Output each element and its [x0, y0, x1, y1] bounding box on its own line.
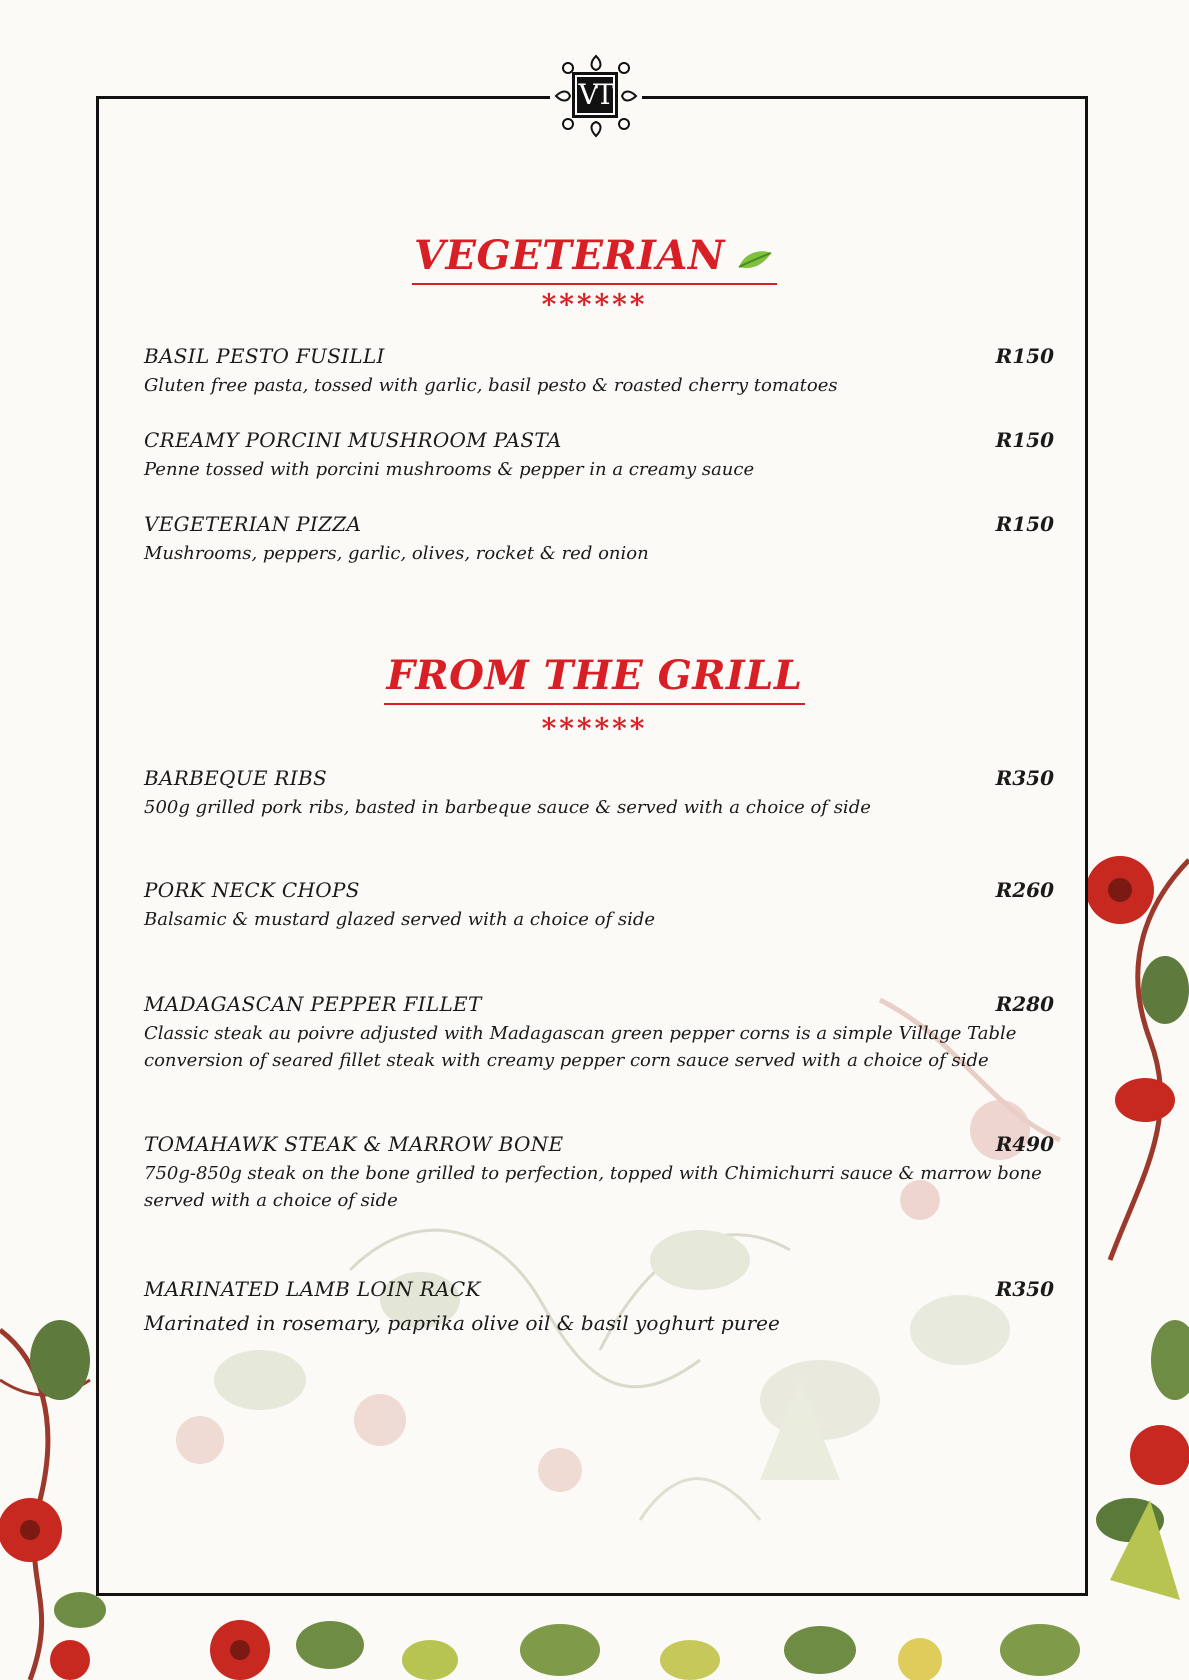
menu-item: [144, 991, 1064, 1074]
item-name: MARINATED LAMB LOIN RACK: [144, 1277, 481, 1301]
section-title-text: FROM THE GRILL: [384, 652, 804, 705]
item-price: R150: [995, 512, 1054, 536]
menu-item: [144, 877, 1064, 933]
menu-frame: [96, 96, 1088, 1596]
item-description: Marinated in rosemary, paprika olive oil & basil yoghurt puree: [144, 1311, 780, 1335]
item-price: R150: [995, 344, 1054, 368]
section-title-text: VEGETERIAN: [414, 232, 725, 279]
item-price: R280: [995, 992, 1054, 1016]
item-description: 750g-850g steak on the bone grilled to perfection, topped with Chimichurri sauce & marrow bone served with a choice of side: [144, 1163, 1042, 1211]
item-name: CREAMY PORCINI MUSHROOM PASTA: [144, 428, 562, 452]
menu-item: [144, 343, 1064, 399]
item-description: Classic steak au poivre adjusted with Madagascan green pepper corns is a simple Village Table conversion of seared fillet steak with creamy pepper corn sauce served with a choice of side: [144, 1023, 1017, 1071]
section-title-from-the-grill: [0, 652, 1189, 699]
item-description: Gluten free pasta, tossed with garlic, basil pesto & roasted cherry tomatoes: [144, 375, 838, 396]
leaf-icon: [735, 236, 775, 283]
item-name: MADAGASCAN PEPPER FILLET: [144, 992, 482, 1016]
item-name: TOMAHAWK STEAK & MARROW BONE: [144, 1132, 564, 1156]
item-price: R350: [995, 766, 1054, 790]
item-price: R150: [995, 428, 1054, 452]
item-description: 500g grilled pork ribs, basted in barbeque sauce & served with a choice of side: [144, 797, 871, 818]
menu-item: [144, 1276, 1064, 1337]
section-title-vegeterian: [0, 232, 1189, 283]
menu-item: [144, 765, 1064, 821]
item-name: PORK NECK CHOPS: [144, 878, 360, 902]
item-name: BASIL PESTO FUSILLI: [144, 344, 385, 368]
section-stars: ******: [541, 288, 648, 321]
menu-item: [144, 511, 1064, 567]
item-description: Mushrooms, peppers, garlic, olives, rocket & red onion: [144, 543, 649, 564]
menu-item: [144, 1131, 1064, 1214]
item-price: R350: [995, 1277, 1054, 1301]
item-description: Balsamic & mustard glazed served with a choice of side: [144, 909, 655, 930]
logo: [550, 50, 642, 142]
menu-item: [144, 427, 1064, 483]
item-name: BARBEQUE RIBS: [144, 766, 327, 790]
item-price: R260: [995, 878, 1054, 902]
logo-monogram: VT: [572, 72, 618, 118]
item-name: VEGETERIAN PIZZA: [144, 512, 362, 536]
item-description: Penne tossed with porcini mushrooms & pepper in a creamy sauce: [144, 459, 755, 480]
item-price: R490: [995, 1132, 1054, 1156]
section-stars: ******: [541, 712, 648, 745]
